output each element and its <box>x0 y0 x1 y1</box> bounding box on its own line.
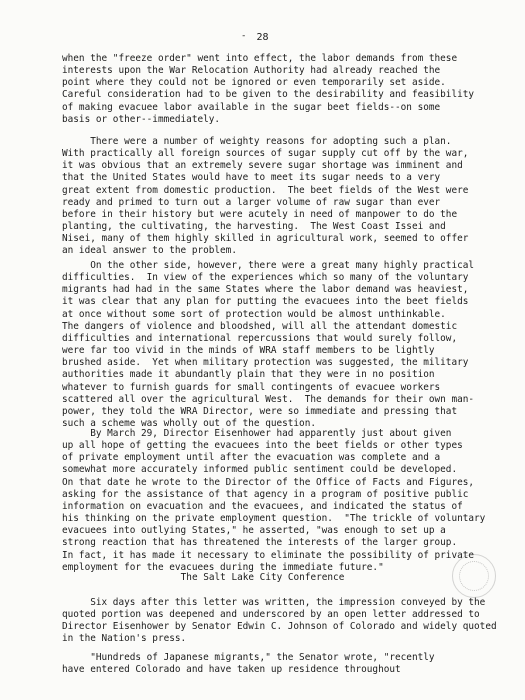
paragraph-4: By March 29, Director Eisenhower had apparently just about given up all hope of getting the evacuees into the beet fields or other types of private employment until after the evacuation was complete and a somewhat more accurately informed public sentiment could be developed. On that date he wrote to the Director of the Office of Facts and Figures, asking for the assistance of that agency in a program of positive public information on evacuation and the evacuees, and indicated the status of his thinking on the private employment question. "The trickle of voluntary evacuees into outlying States," he asserted, "was enough to set up a strong reaction that has threatened the interests of the larger group. In fact, it has made it necessary to eliminate the possibility of private employment for the evacuees during the immediate future." <box>62 428 486 573</box>
paragraph-1: when the "freeze order" went into effect, the labor demands from these interests upon the War Relocation Authority had already reached the point where they could not be ignored or even temporarily set aside. Careful consideration had to be given to the desirability and feasibility of making evacuee labor available in the sugar beet fields--on some basis or other--immediately. <box>62 53 475 125</box>
section-heading: The Salt Lake City Conference <box>180 572 345 583</box>
stamp-ring <box>459 561 489 591</box>
paragraph-2: There were a number of weighty reasons for adopting such a plan. With practically all foreign sources of sugar supply cut off by the war, it was obvious that an extremely severe sugar shortage was imminent and that the United States would have to meet its sugar needs to a very great extent from domestic production. The beet fields of the West were ready and primed to turn out a larger volume of raw sugar than ever before in their history but were acutely in need of manpower to do the planting, the cultivating, the harvesting. The West Coast Issei and Nisei, many of them highly skilled in agricultural work, seemed to offer an ideal answer to the problem. <box>62 136 469 257</box>
library-stamp <box>452 554 496 598</box>
paragraph-3: On the other side, however, there were a great many highly practical difficulties. In view of the experiences which so many of the voluntary migrants had had in the same States where the labor demand was heaviest, it was clear that any plan for putting the evacuees into the beet fields at once without some sort of protection would be almost unthinkable. The dangers of violence and bloodshed, will all the attendant domestic difficulties and international repercussions that would surely follow, were far too vivid in the minds of WRA staff members to be lightly brushed aside. Yet when military protection was suggested, the military authorities made it abundantly plain that they were in no position whatever to furnish guards for small contingents of evacuee workers scattered all over the agricultural West. The demands for their own man- power, they told the WRA Director, were so immediate and pressing that such a scheme was wholly out of the question. <box>62 260 475 430</box>
paragraph-6: "Hundreds of Japanese migrants," the Senator wrote, "recently have entered Colorado and have taken up residence throughout <box>62 652 435 676</box>
page-number: 28 <box>256 32 269 43</box>
page-mark: - <box>241 31 247 41</box>
paragraph-5: Six days after this letter was written, the impression conveyed by the quoted portion was deepened and underscored by an open letter addressed to Director Eisenhower by Senator Edwin C. Johnson of Colorado and widely quoted in the Nation's press. <box>62 597 497 645</box>
